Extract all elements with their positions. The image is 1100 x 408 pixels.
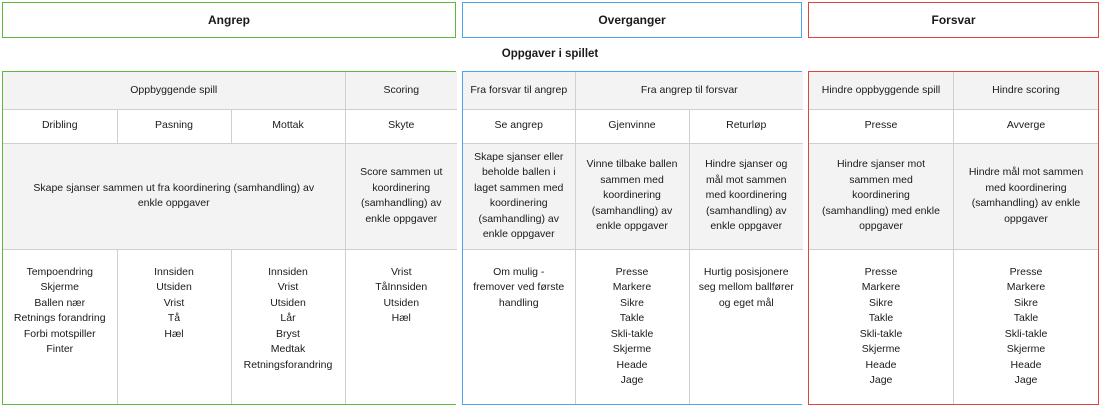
list-item: Skli-takle	[1004, 327, 1048, 340]
list-item: Innsiden	[268, 265, 308, 278]
items-se-angrep	[463, 249, 575, 404]
header-overganger: Overganger	[462, 2, 802, 38]
overganger-table	[462, 71, 802, 405]
list-item: Lår	[280, 312, 296, 324]
forsvar-group-hindre-scoring: Hindre scoring	[954, 72, 1099, 109]
list-item: Jage	[620, 374, 644, 386]
list-item: Finter	[46, 343, 74, 355]
diagram-subtitle: Oppgaver i spillet	[501, 48, 599, 60]
list-item: Presse	[864, 265, 898, 278]
col-dribling: Dribling	[3, 109, 117, 143]
list-item: Markere	[861, 281, 901, 293]
list-item: Om mulig - fremover ved første handling	[473, 265, 565, 309]
desc-avverge: Hindre mål mot sammen med koordinering (samhandling) av enkle oppgaver	[954, 143, 1099, 249]
list-item: Presse	[1009, 265, 1043, 278]
list-item: Hæl	[164, 327, 184, 340]
list-item: Skjerme	[40, 281, 79, 293]
list-item: Markere	[612, 281, 652, 293]
list-item: Bryst	[276, 327, 300, 340]
list-item: Jage	[869, 374, 893, 386]
list-item: Retnings forandring	[13, 312, 106, 324]
items-avverge	[954, 249, 1099, 404]
items-presse	[809, 249, 954, 404]
angrep-table	[2, 71, 456, 405]
desc-oppbyggende-spill: Skape sjanser sammen ut fra koordinering (samhandling) av enkle oppgaver	[3, 143, 345, 249]
col-skyte: Skyte	[345, 109, 457, 143]
list-item: Hæl	[391, 312, 411, 324]
list-item: Takle	[619, 312, 645, 324]
list-item: Sikre	[869, 296, 893, 309]
list-item: Skli-takle	[859, 327, 903, 340]
list-item: Medtak	[270, 343, 306, 355]
angrep-group-oppbyggende-spill: Oppbyggende spill	[3, 72, 345, 109]
list-item: Vrist	[390, 265, 412, 278]
list-item: Heade	[616, 358, 648, 371]
list-item: Utsiden	[156, 281, 192, 293]
list-item: Markere	[1006, 281, 1046, 293]
desc-returlop: Hindre sjanser og mål mot sammen med koordinering (samhandling) av enkle oppgaver	[689, 143, 803, 249]
list-item: Skli-takle	[610, 327, 654, 340]
list-item: Heade	[1010, 358, 1042, 371]
list-item: Vrist	[277, 281, 299, 293]
list-item: Vrist	[163, 296, 185, 309]
desc-presse: Hindre sjanser mot sammen med koordinering (samhandling) med enkle oppgaver	[809, 143, 954, 249]
list-item: TåInnsiden	[375, 281, 428, 293]
col-returlop: Returløp	[689, 109, 803, 143]
items-returlop	[689, 249, 803, 404]
items-mottak	[231, 249, 345, 404]
desc-scoring: Score sammen ut koordinering (samhandling) av enkle oppgaver	[345, 143, 457, 249]
list-item: Ballen nær	[34, 296, 86, 309]
list-item: Tå	[167, 312, 181, 324]
col-gjenvinne: Gjenvinne	[575, 109, 689, 143]
items-gjenvinne	[575, 249, 689, 404]
list-item: Utsiden	[270, 296, 306, 309]
items-pasning	[117, 249, 231, 404]
overganger-group-forsvar-til-angrep: Fra forsvar til angrep	[463, 72, 575, 109]
list-item: Innsiden	[154, 265, 194, 278]
header-angrep: Angrep	[2, 2, 456, 38]
list-item: Skjerme	[861, 343, 901, 355]
list-item: Retningsforandring	[243, 358, 333, 371]
list-item: Skjerme	[612, 343, 652, 355]
list-item: Sikre	[1014, 296, 1038, 309]
col-se-angrep: Se angrep	[463, 109, 575, 143]
items-skyte	[345, 249, 457, 404]
col-mottak: Mottak	[231, 109, 345, 143]
desc-gjenvinne: Vinne tilbake ballen sammen med koordinering (samhandling) av enkle oppgaver	[575, 143, 689, 249]
angrep-group-scoring: Scoring	[345, 72, 457, 109]
list-item: Heade	[865, 358, 897, 371]
forsvar-table	[808, 71, 1099, 405]
list-item: Takle	[1013, 312, 1039, 324]
list-item: Tempoendring	[26, 265, 94, 278]
list-item: Utsiden	[383, 296, 420, 309]
desc-se-angrep: Skape sjanser eller beholde ballen i laget sammen med koordinering (samhandling) av enkle oppgaver	[463, 143, 575, 249]
col-avverge: Avverge	[954, 109, 1099, 143]
list-item: Hurtig posisjonere seg mellom ballfører og eget mål	[698, 265, 794, 309]
forsvar-group-hindre-oppbyggende-spill: Hindre oppbyggende spill	[809, 72, 954, 109]
overganger-group-angrep-til-forsvar: Fra angrep til forsvar	[575, 72, 803, 109]
col-pasning: Pasning	[117, 109, 231, 143]
list-item: Takle	[868, 312, 894, 324]
list-item: Presse	[615, 265, 649, 278]
col-presse: Presse	[809, 109, 954, 143]
items-dribling	[3, 249, 117, 404]
list-item: Jage	[1014, 374, 1038, 386]
header-forsvar: Forsvar	[808, 2, 1099, 38]
list-item: Forbi motspiller	[23, 327, 96, 340]
list-item: Sikre	[620, 296, 644, 309]
list-item: Skjerme	[1006, 343, 1046, 355]
